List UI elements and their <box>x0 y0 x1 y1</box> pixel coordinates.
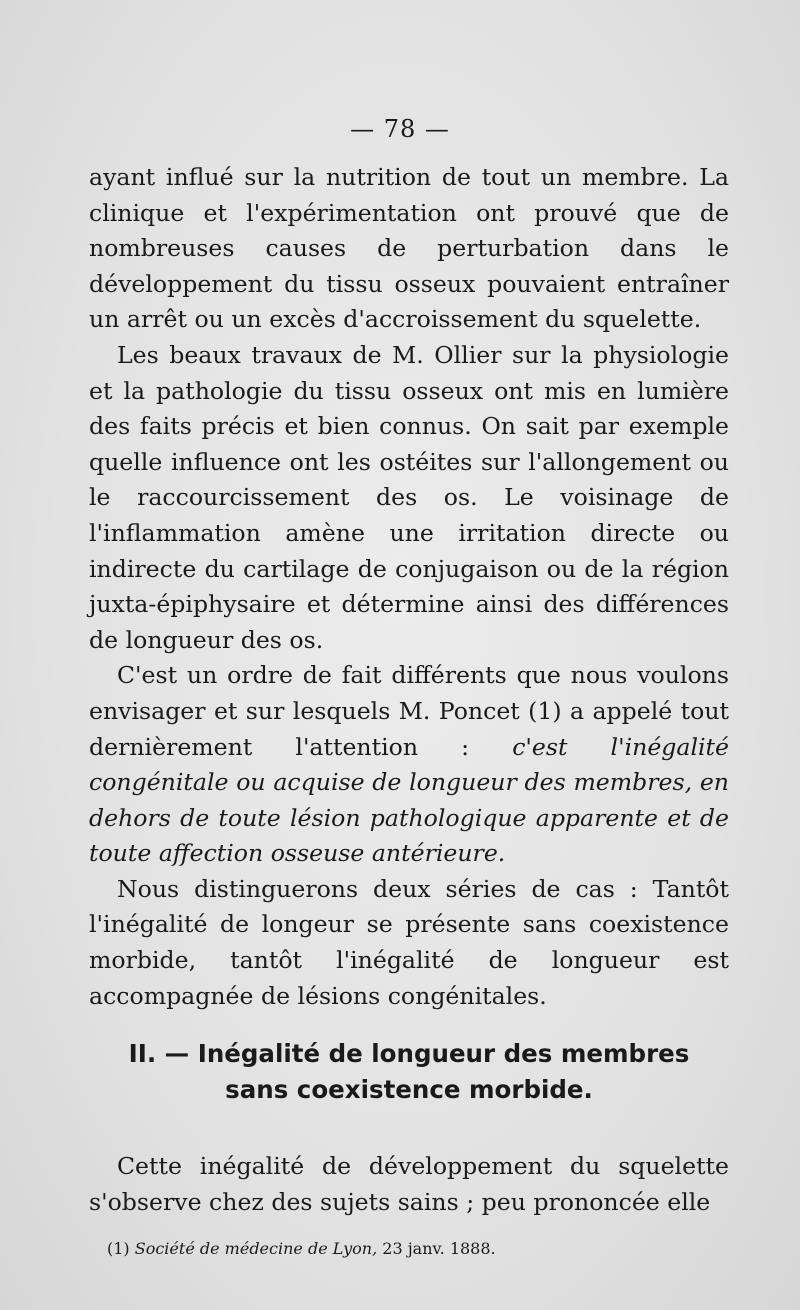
footnote-date: 23 janv. 1888. <box>377 1239 496 1258</box>
page-number: — 78 — <box>350 115 450 143</box>
section-paragraph: Cette inégalité de développement du squelette s'observe chez des sujets sains ; peu prononcée elle <box>89 1152 729 1216</box>
footnote-marker: (1) <box>107 1239 135 1258</box>
footnote <box>107 1238 727 1260</box>
section-text <box>89 1148 729 1220</box>
section-heading-line-1: II. — Inégalité de longueur des membres <box>128 1039 690 1068</box>
paragraph-3-roman: C'est un ordre de fait différents que nous voulons envisager et sur lesquels M. Poncet (1) a appelé tout dernièrement l'attention : <box>89 661 729 761</box>
footnote-source: Société de médecine de Lyon, <box>134 1239 378 1258</box>
paragraph-3-italic: c'est l'inégalité congénitale ou acquise de longueur des membres, en dehors de toute lésion pathologique apparente et de toute affection osseuse antérieure. <box>89 732 729 868</box>
body-text <box>89 160 729 1014</box>
paragraph-2: Les beaux travaux de M. Ollier sur la physiologie et la pathologie du tissu osseux ont mis en lumière des faits précis et bien connus. On sait par exemple quelle influence ont les ostéites sur l'allongement ou le raccourcissement des os. Le voisinage de l'inflammation amène une irritation directe ou indirecte du cartilage de conjugaison ou de la région juxta-épiphysaire et détermine ainsi des différences de longueur des os. <box>89 340 729 654</box>
paragraph-1: ayant influé sur la nutrition de tout un membre. La clinique et l'expérimentation ont prouvé que de nombreuses causes de perturbation dans le développement du tissu osseux pouvaient entraîner un arrêt ou un excès d'accroissement du squelette. <box>89 163 729 334</box>
paragraph-3 <box>89 658 729 872</box>
paragraph-4: Nous distinguerons deux séries de cas : Tantôt l'inégalité de longeur se présente sans coexistence morbide, tantôt l'inégalité de longueur est accompagnée de lésions congénitales. <box>89 874 729 1010</box>
section-heading <box>89 1036 729 1108</box>
section-heading-line-2: sans coexistence morbide. <box>225 1075 593 1104</box>
